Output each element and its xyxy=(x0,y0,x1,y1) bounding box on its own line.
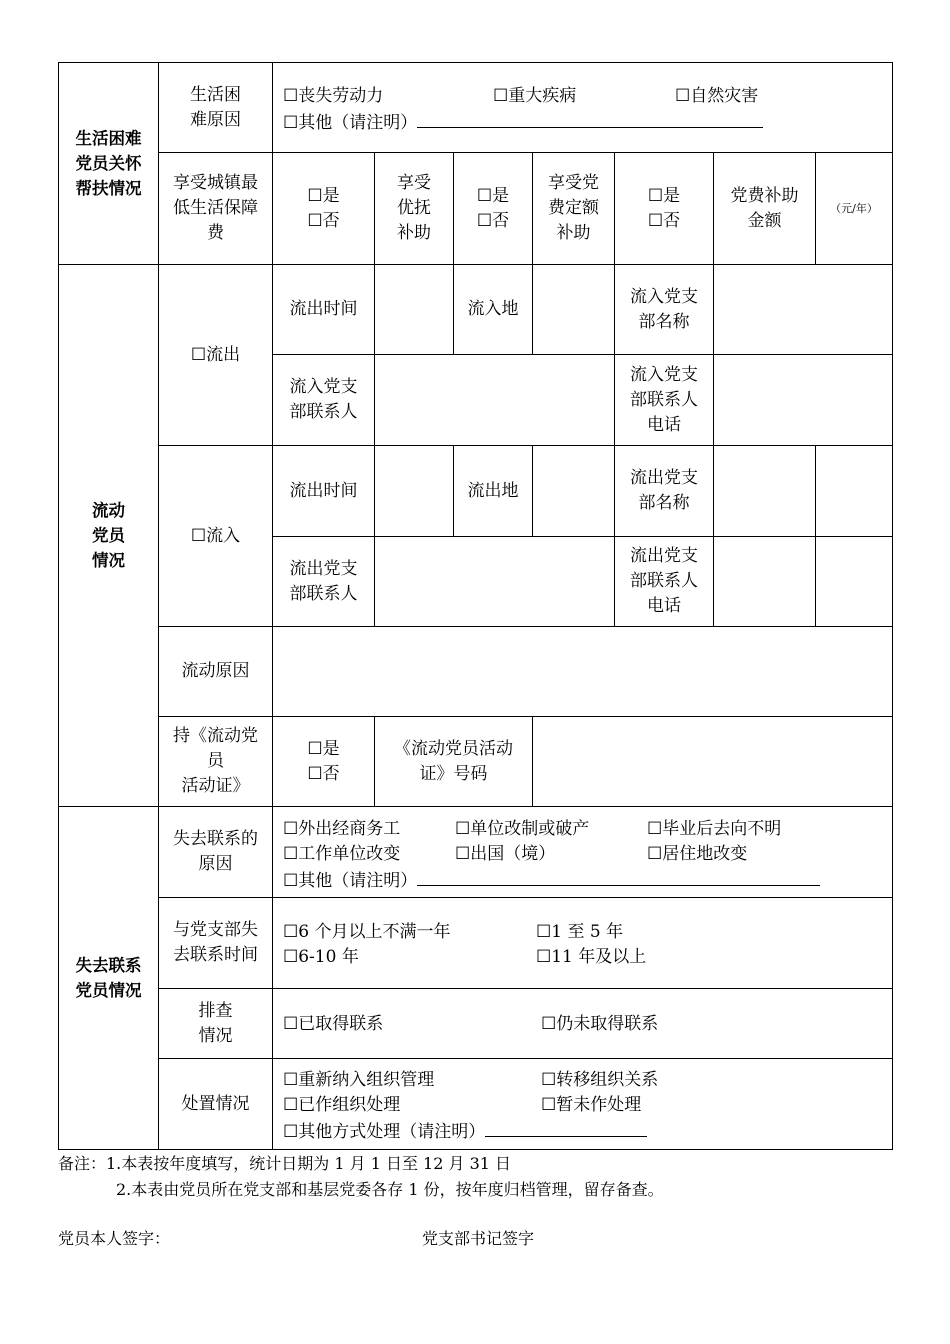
checkbox-not-contacted[interactable]: ☐仍未取得联系 xyxy=(541,1014,659,1034)
checkbox-contacted[interactable]: ☐已取得联系 xyxy=(283,1014,384,1034)
party-subsidy-yes-no[interactable]: ☐是 ☐否 xyxy=(647,185,681,231)
certificate-label: 持《流动党 员 活动证》 xyxy=(173,726,258,796)
secretary-signature-label: 党支部书记签字 xyxy=(422,1229,535,1248)
note-line-2: 2.本表由党员所在党支部和基层党委各存 1 份，按年度归档管理，留存备查。 xyxy=(116,1180,664,1199)
handle-other-blank[interactable] xyxy=(485,1118,647,1137)
checkbox-reincorporate[interactable]: ☐重新纳入组织管理 xyxy=(283,1070,435,1090)
inflow-branch-contact-label: 流入党支 部联系人 xyxy=(289,377,358,422)
min-living-label: 享受城镇最 低生活保障 费 xyxy=(173,173,258,243)
outflow-branch-phone-label: 流出党支 部联系人 电话 xyxy=(630,546,698,616)
handle-other-label: ☐其他方式处理（请注明） xyxy=(283,1122,486,1142)
inflow-place-label: 流入地 xyxy=(467,299,519,319)
inflow-time-label: 流出时间 xyxy=(289,480,358,501)
checkbox-job-change[interactable]: ☐工作单位改变 xyxy=(283,844,401,864)
lost-other-label: ☐其他（请注明） xyxy=(283,871,418,891)
checkbox-lost-labor[interactable]: ☐丧失劳动力 xyxy=(283,86,384,106)
lost-time-label: 与党支部失 去联系时间 xyxy=(173,920,258,965)
outflow-place-label: 流出地 xyxy=(467,480,519,501)
section-lost-title: 失去联系 党员情况 xyxy=(75,956,142,1000)
checkbox-outflow[interactable]: ☐流出 xyxy=(190,344,241,365)
checkbox-graduate-unknown[interactable]: ☐毕业后去向不明 xyxy=(647,819,782,839)
subsidy-amount-label: 党费补助 金额 xyxy=(730,185,799,231)
floating-reason-label: 流动原因 xyxy=(181,661,250,681)
checkbox-lost-other[interactable] xyxy=(283,867,820,894)
certificate-yes-no[interactable]: ☐是 ☐否 xyxy=(307,738,340,784)
checkbox-inflow[interactable]: ☐流入 xyxy=(190,525,241,546)
hardship-other-label: ☐其他（请注明） xyxy=(283,113,418,133)
section-hardship-title: 生活困难 党员关怀 帮扶情况 xyxy=(75,129,142,198)
checkbox-residence-change[interactable]: ☐居住地改变 xyxy=(647,844,748,864)
outflow-branch-name-label: 流出党支 部名称 xyxy=(630,468,698,513)
outflow-branch-contact-label: 流出党支 部联系人 xyxy=(289,558,358,604)
checkbox-6-to-10-years[interactable]: ☐6-10 年 xyxy=(283,947,359,967)
note-line-1: 备注：1.本表按年度填写，统计日期为 1 月 1 日至 12 月 31 日 xyxy=(58,1154,512,1173)
checkbox-6-to-12-months[interactable]: ☐6 个月以上不满一年 xyxy=(283,922,451,942)
outflow-time-label: 流出时间 xyxy=(289,299,358,319)
checkbox-serious-illness[interactable]: ☐重大疾病 xyxy=(493,86,577,106)
hardship-other-blank[interactable] xyxy=(417,109,763,128)
section-floating-title: 流动 党员 情况 xyxy=(92,501,125,570)
checkbox-1-to-5-years[interactable]: ☐1 至 5 年 xyxy=(536,922,624,942)
preferential-label: 享受 优抚 补助 xyxy=(397,173,431,243)
check-status-label: 排查 情况 xyxy=(198,1000,233,1046)
checkbox-natural-disaster[interactable]: ☐自然灾害 xyxy=(675,86,759,106)
lost-other-blank[interactable] xyxy=(417,867,820,886)
handle-label: 处置情况 xyxy=(181,1093,250,1114)
certificate-number-label: 《流动党员活动 证》号码 xyxy=(394,738,513,784)
checkbox-transfer-relation[interactable]: ☐转移组织关系 xyxy=(541,1070,659,1090)
hardship-reason-label: 生活困 难原因 xyxy=(190,84,241,130)
inflow-branch-phone-label: 流入党支 部联系人 电话 xyxy=(630,364,698,435)
checkbox-org-handled[interactable]: ☐已作组织处理 xyxy=(283,1095,401,1115)
checkbox-business-work[interactable]: ☐外出经商务工 xyxy=(283,819,401,839)
subsidy-amount-unit[interactable]: （元/年） xyxy=(830,202,878,215)
preferential-yes-no[interactable]: ☐是 ☐否 xyxy=(476,185,510,231)
checkbox-not-handled[interactable]: ☐暂未作处理 xyxy=(541,1095,642,1115)
checkbox-restructure[interactable]: ☐单位改制或破产 xyxy=(455,819,590,839)
lost-reason-label: 失去联系的 原因 xyxy=(173,829,258,874)
party-subsidy-label: 享受党 费定额 补助 xyxy=(548,173,599,243)
checkbox-handle-other[interactable] xyxy=(283,1118,647,1145)
checkbox-11-plus-years[interactable]: ☐11 年及以上 xyxy=(536,947,647,967)
checkbox-hardship-other[interactable] xyxy=(283,109,763,136)
min-living-yes-no[interactable]: ☐是 ☐否 xyxy=(307,185,340,231)
member-signature-label: 党员本人签字： xyxy=(58,1229,171,1248)
checkbox-abroad[interactable]: ☐出国（境） xyxy=(455,844,556,864)
inflow-branch-name-label: 流入党支 部名称 xyxy=(630,286,698,332)
